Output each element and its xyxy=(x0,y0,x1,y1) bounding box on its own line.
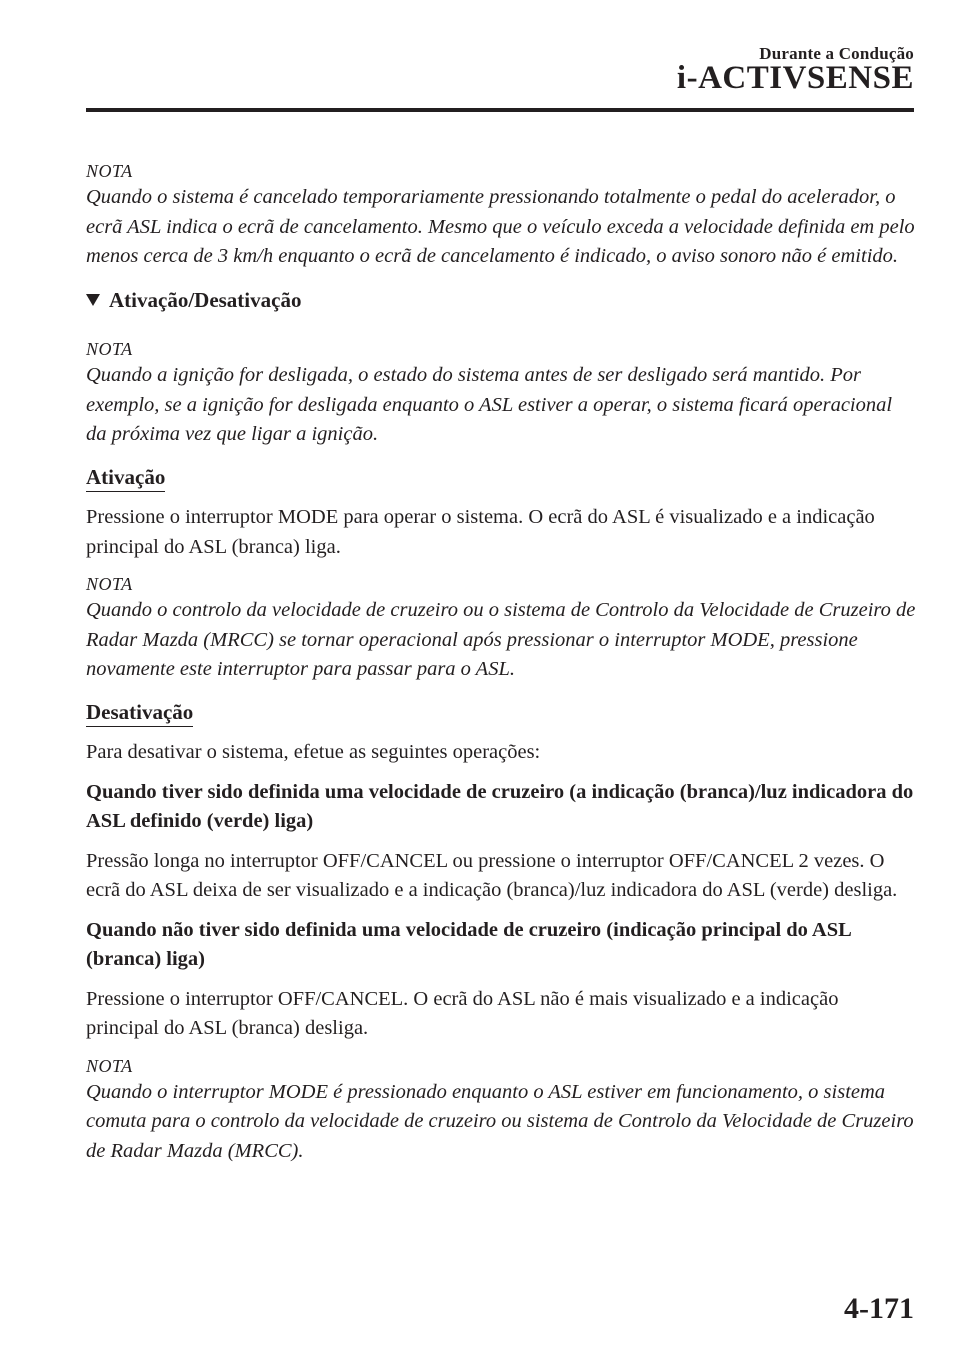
activation-text: Pressione o interruptor MODE para operar o sistema. O ecrã do ASL é visualizado e a indicação principal do ASL (branca) liga. xyxy=(86,506,875,558)
note-block-2 xyxy=(86,337,916,450)
section-heading-text: Ativação/Desativação xyxy=(109,287,302,312)
note-text: Quando o interruptor MODE é pressionado enquanto o ASL estiver em funcionamento, o sistema comuta para o controlo da velocidade de cruzeiro ou sistema de Controlo da Velocidade de Cruzeiro de Radar Mazda (MRCC). xyxy=(86,1080,914,1162)
note-label: NOTA xyxy=(86,574,133,594)
section-title: i-ACTIVSENSE xyxy=(676,60,914,96)
page-content xyxy=(86,159,916,1166)
triangle-down-icon xyxy=(86,294,100,306)
note-block-1 xyxy=(86,159,916,272)
page-number: 4-171 xyxy=(844,1292,914,1325)
note-block-4 xyxy=(86,1054,916,1167)
case-1-heading: Quando tiver sido definida uma velocidade de cruzeiro (a indicação (branca)/luz indicadora do ASL definido (verde) liga) xyxy=(86,780,914,832)
note-block-3 xyxy=(86,572,916,685)
case-2-text: Pressione o interruptor OFF/CANCEL. O ecrã do ASL não é mais visualizado e a indicação principal do ASL (branca) desliga. xyxy=(86,987,839,1039)
note-text: Quando o sistema é cancelado temporariamente pressionando totalmente o pedal do acelerador, o ecrã ASL indica o ecrã de cancelamento. Mesmo que o veículo exceda a velocidade definida em pelo menos cerca de 3 km/h enquanto o ecrã de cancelamento é indicado, o aviso sonoro não é emitido. xyxy=(86,186,915,267)
deactivation-subsection xyxy=(86,699,916,1044)
case-1-text: Pressão longa no interruptor OFF/CANCEL ou pressione o interruptor OFF/CANCEL 2 vezes. O ecrã do ASL deixa de ser visualizado e a indicação (branca)/luz indicadora do ASL (verde) desliga. xyxy=(86,849,898,901)
note-label: NOTA xyxy=(86,339,133,359)
note-label: NOTA xyxy=(86,161,133,181)
note-text: Quando a ignição for desligada, o estado do sistema antes de ser desligado será mantido. Por exemplo, se a ignição for desligada enquanto o ASL estiver a operar, o sistema ficará operacional da próxima vez que ligar a ignição. xyxy=(86,364,893,445)
note-label: NOTA xyxy=(86,1055,133,1076)
chapter-title: Durante a Condução xyxy=(759,44,914,63)
activation-subsection xyxy=(86,464,916,563)
case-2-heading: Quando não tiver sido definida uma velocidade de cruzeiro (indicação principal do ASL (branca) liga) xyxy=(86,918,851,970)
deactivation-intro: Para desativar o sistema, efetue as seguintes operações: xyxy=(86,741,541,763)
header-divider xyxy=(86,108,914,112)
activation-heading: Ativação xyxy=(86,464,165,492)
note-text: Quando o controlo da velocidade de cruzeiro ou o sistema de Controlo da Velocidade de Cruzeiro de Radar Mazda (MRCC) se tornar operacional após pressionar o interruptor MODE, pressione novamente este interruptor para passar para o ASL. xyxy=(86,599,916,680)
deactivation-heading: Desativação xyxy=(86,699,193,727)
section-heading xyxy=(86,286,916,316)
